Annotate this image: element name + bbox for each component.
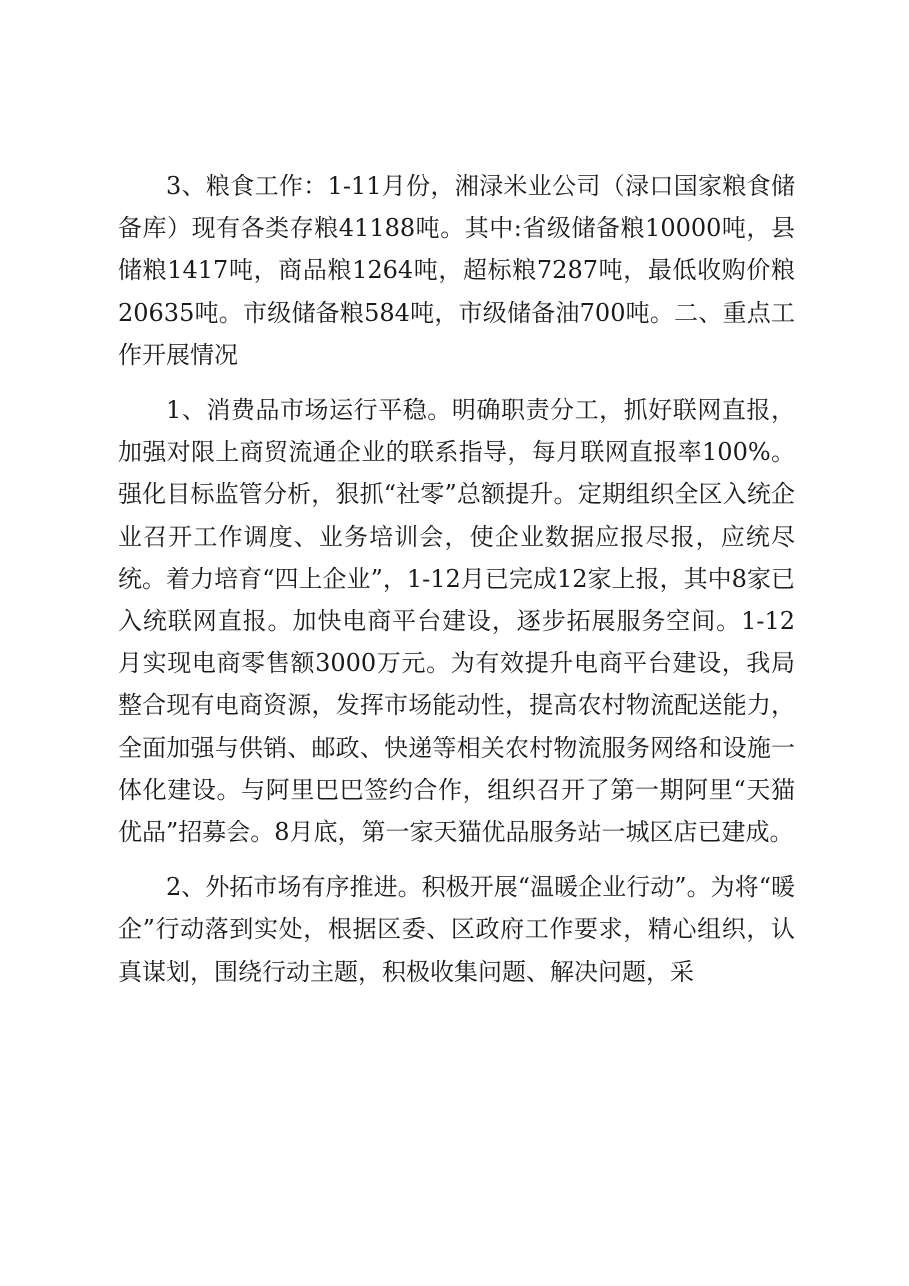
paragraph-external-market: 2、外拓市场有序推进。积极开展“温暖企业行动”。为将“暖企”行动落到实处，根据区委、区政府工作要求，精心组织，认真谋划，围绕行动主题，积极收集问题、解决问题，采 — [118, 873, 795, 986]
paragraph-consumer-market: 1、消费品市场运行平稳。明确职责分工，抓好联网直报，加强对限上商贸流通企业的联系指导，每月联网直报率100%。强化目标监管分析，狠抓“社零”总额提升。定期组织全区入统企业召开工作调度、业务培训会，使企业数据应报尽报，应统尽统。着力培育“四上企业”，1-12月已完成12家上报，其中8家已入统联网直报。加快电商平台建设，逐步拓展服务空间。1-12月实现电商零售额3000万元。为有效提升电商平台建设，我局整合现有电商资源，发挥市场能动性，提高农村物流配送能力，全面加强与供销、邮政、快递等相关农村物流服务网络和设施一体化建设。与阿里巴巴签约合作，组织召开了第一期阿里“天猫优品”招募会。8月底，第一家天猫优品服务站一城区店已建成。 — [118, 396, 795, 847]
paragraph-grain-work: 3、粮食工作：1-11月份，湘渌米业公司（渌口国家粮食储备库）现有各类存粮41188吨。其中:省级储备粮10000吨，县储粮1417吨，商品粮1264吨，超标粮7287吨，最低收购价粮20635吨。市级储备粮584吨，市级储备油700吨。二、重点工作开展情况 — [118, 172, 795, 369]
document-body — [118, 165, 795, 993]
